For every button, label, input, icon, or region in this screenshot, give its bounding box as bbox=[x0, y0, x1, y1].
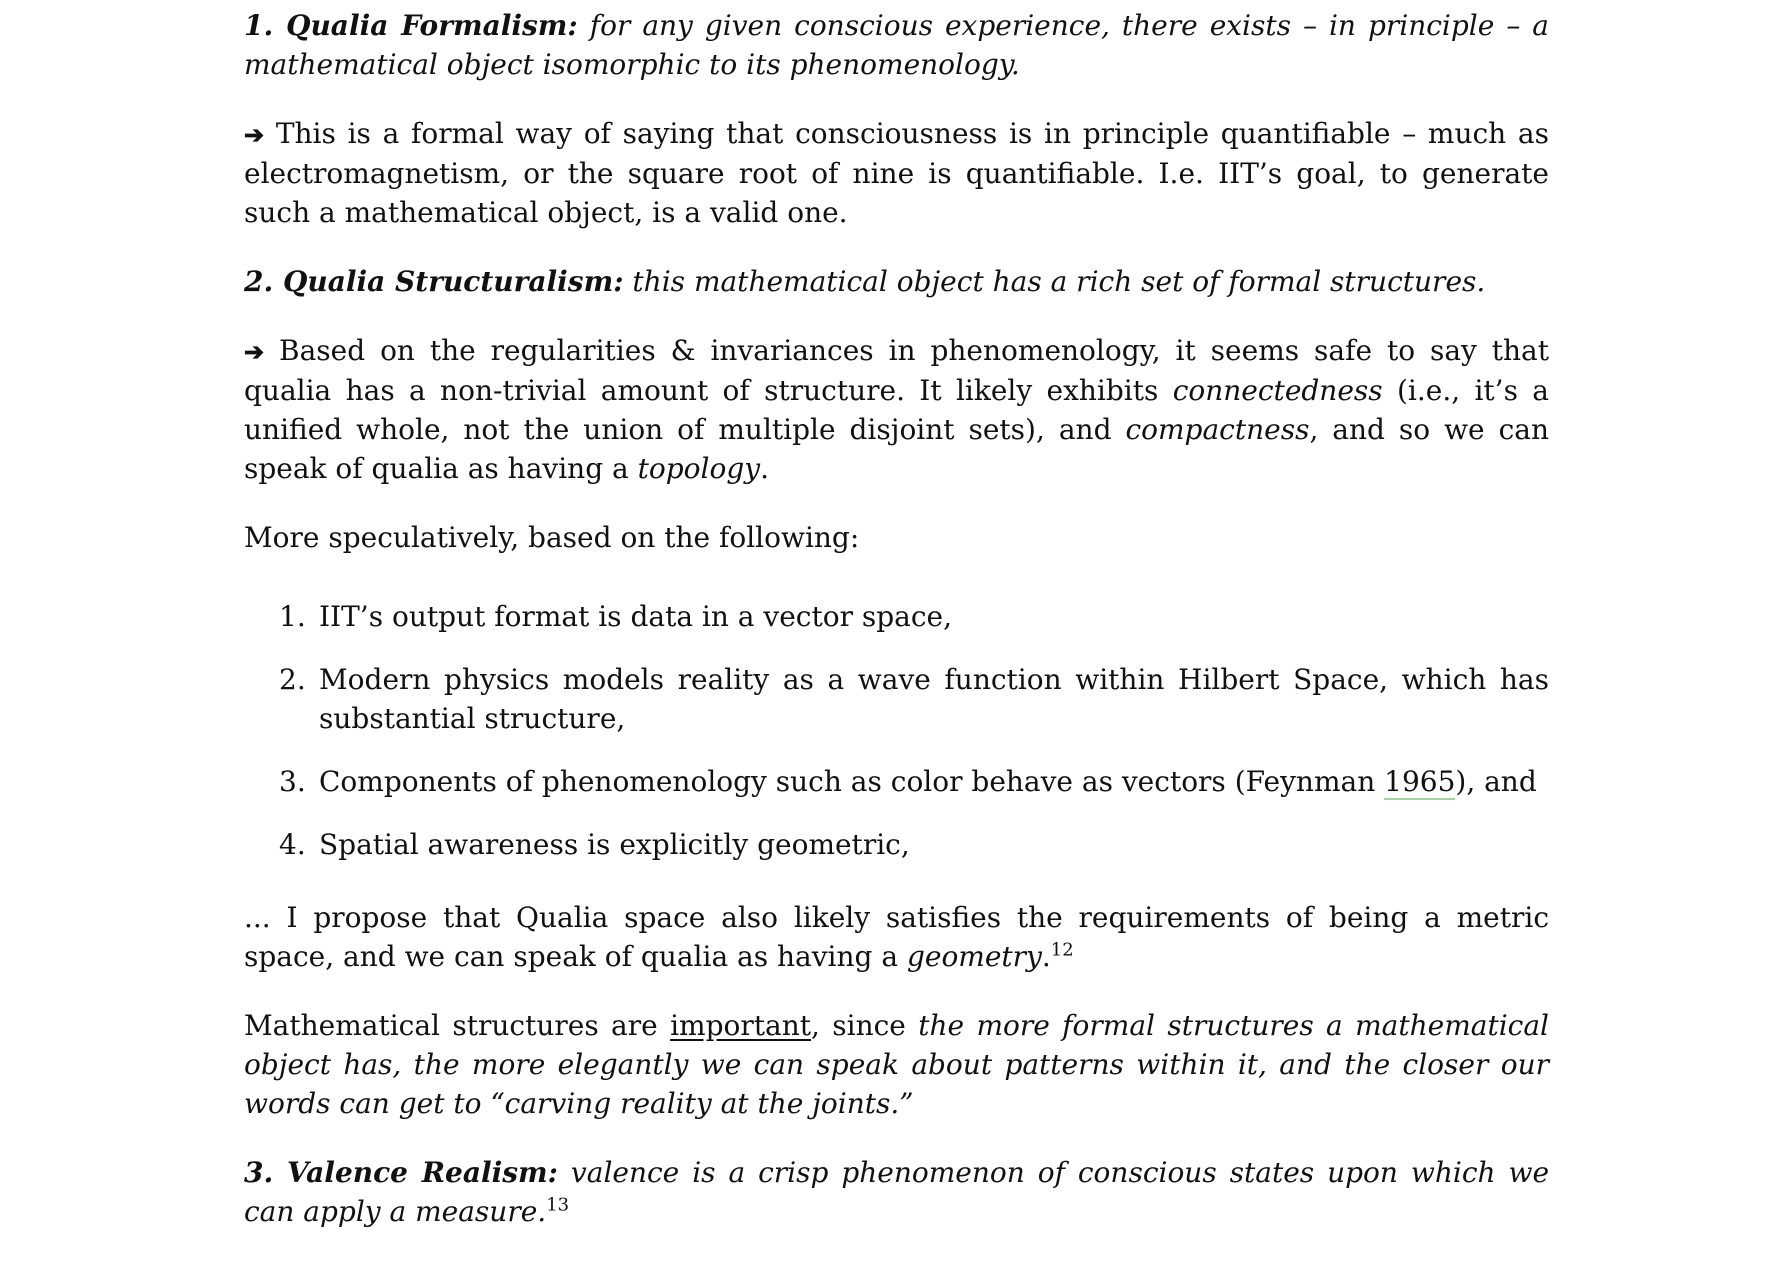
list-number: 1. bbox=[279, 600, 306, 633]
valence-realism-heading: 3. Valence Realism: bbox=[244, 1156, 558, 1189]
list-item bbox=[244, 660, 1549, 738]
list-number: 3. bbox=[279, 765, 306, 798]
list-item-text: Spatial awareness is explicitly geometric, bbox=[319, 828, 910, 861]
list-item bbox=[244, 825, 1549, 864]
commentary-text-1: Based on the regularities & invariances in phenomenology, it seems safe to say that qualia has a non-trivial amount of structure. It likely exhibits bbox=[244, 334, 1549, 407]
qualia-structuralism-text: this mathematical object has a rich set of formal structures. bbox=[623, 265, 1486, 298]
qualia-structuralism-paragraph bbox=[244, 262, 1549, 301]
qualia-formalism-paragraph bbox=[244, 6, 1549, 84]
premises-list bbox=[244, 597, 1549, 864]
formalism-commentary bbox=[244, 114, 1549, 232]
qualia-formalism-heading: 1. Qualia Formalism: bbox=[244, 9, 578, 42]
formalism-commentary-text: This is a formal way of saying that consciousness is in principle quantifiable – much as electromagnetism, or the square root of nine is quantifiable. I.e. IIT’s goal, to generate such a mathematical object, is a valid one. bbox=[244, 117, 1549, 229]
term-compactness: compactness bbox=[1125, 413, 1310, 446]
arrow-icon: ➔ bbox=[244, 337, 265, 366]
list-item-text: Components of phenomenology such as color behave as vectors (Feynman bbox=[319, 765, 1385, 798]
valence-realism-text: valence is a crisp phenomenon of conscious states upon which we can apply a measure. bbox=[244, 1156, 1550, 1228]
list-item-text: IIT’s output format is data in a vector space, bbox=[319, 600, 952, 633]
structures-importance-paragraph bbox=[244, 1006, 1549, 1123]
geometry-period: . bbox=[1041, 940, 1051, 973]
list-item bbox=[244, 597, 1549, 636]
valence-realism-paragraph bbox=[244, 1153, 1549, 1231]
importance-text-2: , since bbox=[810, 1009, 919, 1042]
footnote-marker[interactable]: 12 bbox=[1050, 939, 1074, 961]
qualia-structuralism-heading: 2. Qualia Structuralism: bbox=[244, 265, 624, 298]
list-number: 4. bbox=[279, 828, 306, 861]
term-connectedness: connectedness bbox=[1172, 374, 1383, 407]
importance-text-1: Mathematical structures are bbox=[244, 1009, 671, 1042]
list-number: 2. bbox=[279, 663, 306, 696]
term-topology: topology bbox=[637, 452, 761, 485]
citation-link[interactable]: 1965 bbox=[1384, 765, 1456, 798]
arrow-icon: ➔ bbox=[244, 120, 265, 149]
qualia-formalism-text: for any given conscious experience, there exists – in principle – a mathematical object isomorphic to its phenomenology. bbox=[244, 9, 1549, 81]
footnote-marker[interactable]: 13 bbox=[546, 1194, 570, 1216]
commentary-text-3: , and so we can speak of qualia as having a bbox=[244, 413, 1549, 485]
document-page bbox=[244, 6, 1549, 1261]
term-geometry: geometry bbox=[906, 940, 1042, 973]
commentary-text-4: . bbox=[760, 452, 769, 485]
geometry-text: ... I propose that Qualia space also likely satisfies the requirements of being a metric space, and we can speak of qualia as having a bbox=[244, 901, 1549, 973]
structuralism-commentary bbox=[244, 331, 1549, 488]
geometry-paragraph bbox=[244, 898, 1549, 976]
importance-quote: the more formal structures a mathematical object has, the more elegantly we can speak about patterns within it, and the closer our words can get to “carving reality at the joints.” bbox=[244, 1009, 1549, 1120]
speculation-intro: More speculatively, based on the following: bbox=[244, 521, 860, 554]
important-link[interactable]: important bbox=[670, 1009, 811, 1042]
list-item bbox=[244, 762, 1549, 801]
list-item-text: Modern physics models reality as a wave function within Hilbert Space, which has substantial structure, bbox=[319, 663, 1549, 735]
commentary-text-2: (i.e., it’s a unified whole, not the union of multiple disjoint sets), and bbox=[244, 374, 1549, 446]
list-item-text-end: ), and bbox=[1455, 765, 1537, 798]
